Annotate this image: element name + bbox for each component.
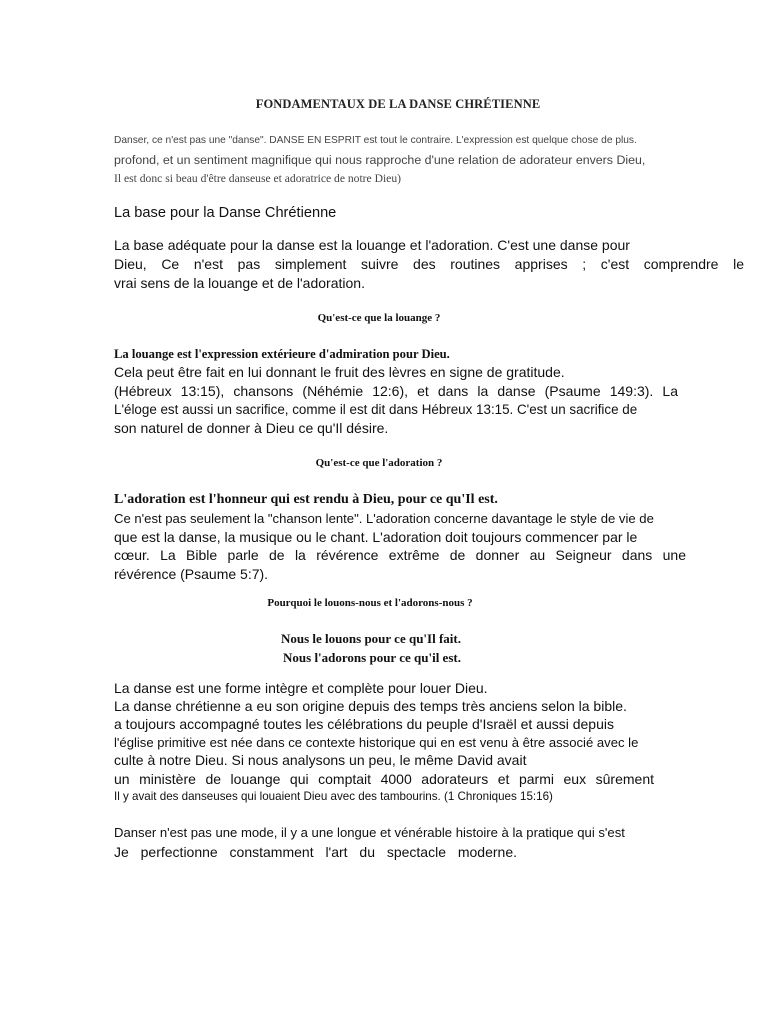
section-louange-bold-line: La louange est l'expression extérieure d'admiration pour Dieu. [114, 347, 450, 361]
section-adoration-line-1: Ce n'est pas seulement la "chanson lente". L'adoration concerne davantage le style de vie de [114, 511, 654, 526]
section-louange-line-3: L'éloge est aussi un sacrifice, comme il est dit dans Hébreux 13:15. C'est un sacrifice de [114, 402, 638, 417]
section-louange-line-1: Cela peut être fait en lui donnant le fruit des lèvres en signe de gratitude. [114, 364, 565, 380]
intro-line-3: Il est donc si beau d'être danseuse et adoratrice de notre Dieu) [114, 172, 401, 185]
section-pourquoi-line-2: La danse chrétienne a eu son origine depuis des temps très anciens selon la bible. [114, 698, 627, 714]
section-adoration-bold-line: L'adoration est l'honneur qui est rendu à Dieu, pour ce qu'Il est. [114, 492, 498, 507]
section-base-line-3: vrai sens de la louange et de l'adoration. [114, 275, 365, 291]
section-pourquoi-line-4: l'église primitive est née dans ce contexte historique qui en est venu à être associé avec le [114, 735, 639, 750]
section-adoration-line-2: que est la danse, la musique ou le chant. L'adoration doit toujours commencer par le [114, 529, 638, 545]
section-pourquoi-answer-1: Nous le louons pour ce qu'Il fait. [281, 631, 461, 646]
closing-line-1: Danser n'est pas une mode, il y a une longue et vénérable histoire à la pratique qui s'est [114, 825, 625, 840]
section-louange-line-4: son naturel de donner à Dieu ce qu'Il désire. [114, 420, 389, 436]
section-pourquoi-answer-2: Nous l'adorons pour ce qu'il est. [283, 650, 461, 665]
section-adoration-heading: Qu'est-ce que l'adoration ? [315, 457, 443, 469]
section-base-line-1: La base adéquate pour la danse est la louange et l'adoration. C'est une danse pour [114, 237, 630, 253]
section-pourquoi-line-6: un ministère de louange qui comptait 4000 adorateurs et parmi eux sûrement [114, 771, 654, 787]
section-pourquoi-line-7: Il y avait des danseuses qui louaient Dieu avec des tambourins. (1 Chroniques 15:16) [114, 790, 553, 803]
section-louange-heading: Qu'est-ce que la louange ? [317, 312, 441, 324]
section-pourquoi-heading: Pourquoi le louons-nous et l'adorons-nous ? [267, 597, 473, 609]
document-title: FONDAMENTAUX DE LA DANSE CHRÉTIENNE [255, 97, 541, 111]
section-pourquoi-line-3: a toujours accompagné toutes les célébrations du peuple d'Israël et aussi depuis [114, 716, 614, 732]
section-pourquoi-line-1: La danse est une forme intègre et complète pour louer Dieu. [114, 680, 488, 696]
section-pourquoi-line-5: culte à notre Dieu. Si nous analysons un peu, le même David avait [114, 752, 527, 768]
intro-line-1: Danser, ce n'est pas une "danse". DANSE EN ESPRIT est tout le contraire. L'expression est quelque chose de plus. [114, 135, 637, 146]
section-louange-line-2: (Hébreux 13:15), chansons (Néhémie 12:6), et dans la danse (Psaume 149:3). La [114, 383, 678, 399]
section-adoration-line-4: révérence (Psaume 5:7). [114, 566, 269, 582]
section-adoration-line-3: cœur. La Bible parle de la révérence extrême de donner au Seigneur dans une [114, 547, 686, 563]
section-base-heading: La base pour la Danse Chrétienne [114, 205, 337, 221]
intro-line-2: profond, et un sentiment magnifique qui nous rapproche d'une relation de adorateur envers Dieu, [114, 153, 646, 167]
section-base-line-2: Dieu, Ce n'est pas simplement suivre des routines apprises ; c'est comprendre le [114, 256, 744, 272]
closing-line-2: Je perfectionne constamment l'art du spectacle moderne. [114, 844, 517, 860]
